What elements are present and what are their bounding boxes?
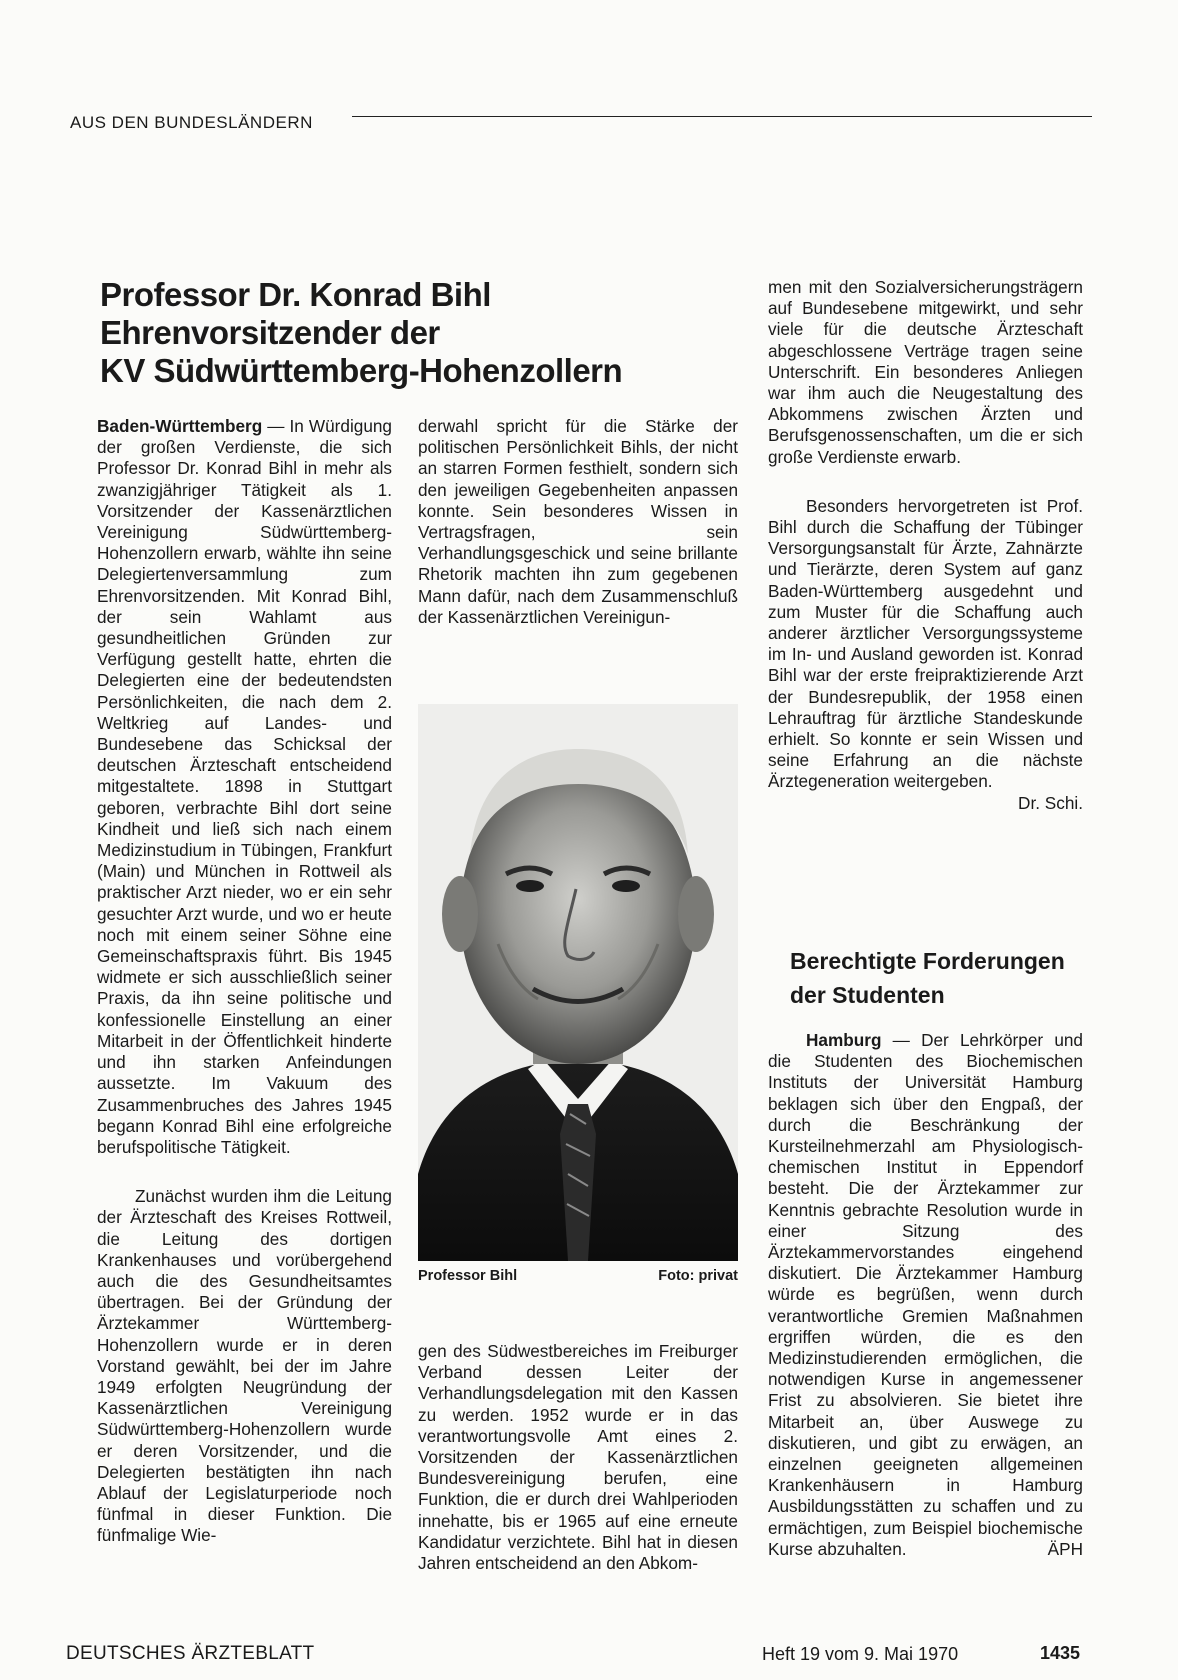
caption-subject: Professor Bihl xyxy=(418,1268,518,1284)
article-2-body xyxy=(768,1030,1083,1560)
article-column-3 xyxy=(768,277,1083,814)
dateline: Hamburg xyxy=(806,1030,882,1050)
headline-line-3: KV Südwürttemberg-Hohenzollern xyxy=(100,352,623,389)
article-paragraph-2: Zunächst wurden ihm die Leitung der Ärzteschaft des Kreises Rottweil, die Leitung des dortigen Krankenhauses und vorübergehend auch die des Gesundheitsamtes übertragen. Bei der Gründung der Ärztekammer Württemberg-Hohenzollern wurde er in deren Vorstand gewählt, bei der im Jahre 1949 erfolgten Neugründung der Kassenärztlichen Vereinigung Südwürttemberg-Hohenzollern wurde er deren Vorsitzender, und die Delegierten bestätigten ihn nach Ablauf der Legislaturperiode noch fünfmal in dieser Funktion. Die fünfmalige Wie- xyxy=(97,1186,392,1546)
paragraph-text: — In Würdigung der großen Verdienste, die sich Professor Dr. Konrad Bihl in mehr als zwanzigjähriger Tätigkeit als 1. Vorsitzender der Kassenärztlichen Vereinigung Südwürttemberg-Hohenzollern erwarb, wählte ihn seine Delegiertenversammlung zum Ehrenvorsitzenden. Mit Konrad Bihl, der sein Wahlamt aus gesundheitlichen Gründen zur Verfügung gestellt hatte, ehrten die Delegierten eine der bedeutendsten Persönlichkeiten, die nach dem 2. Weltkrieg auf Landes- und Bundesebene das Schicksal der deutschen Ärzteschaft entscheidend mitgestaltete. 1898 in Stuttgart geboren, verbrachte Bihl dort seine Kindheit und ließ sich nach einem Medizinstudium in Tübingen, Frankfurt (Main) und München in Rottweil als praktischer Arzt nieder, wo er ein sehr gesuchter Arzt wurde, und wo er heute noch mit einem seiner Söhne eine Gemeinschaftspraxis führt. Bis 1945 widmete er sich ausschließlich seiner Praxis, da ihn seine politische und konfessionelle Einstellung an einer Mitarbeit in der Öffentlichkeit hinderte und ihn starken Anfeindungen aussetzte. Im Vakuum des Zusammenbruches des Jahres 1945 begann Konrad Bihl eine erfolgreiche berufspolitische Tätigkeit. xyxy=(97,416,392,1157)
column-paragraph-1: men mit den Sozialversicherungsträgern auf Bundesebene mitgewirkt, und sehr viele für die deutsche Ärzteschaft abgeschlossene Verträge tragen seine Unterschrift. Ein besonderes Anliegen war ihm auch die Neugestaltung des Abkommens zwischen Ärzten und Berufsgenossenschaften, um die er sich große Verdienste erwarb. xyxy=(768,277,1083,467)
author-signature: Dr. Schi. xyxy=(1018,792,1083,813)
portrait-illustration xyxy=(418,704,738,1261)
headline-line-1: Professor Dr. Konrad Bihl xyxy=(100,276,491,313)
author-signature: ÄPH xyxy=(1047,1538,1083,1559)
page-number: 1435 xyxy=(1040,1643,1081,1663)
publication-name: DEUTSCHES ÄRZTEBLATT xyxy=(66,1643,315,1664)
top-rule xyxy=(352,116,1092,117)
article-paragraph-1 xyxy=(97,416,392,1158)
headline-line-2: Ehrenvorsitzender der xyxy=(100,314,440,351)
headline-line-1: Berechtigte Forderungen xyxy=(790,948,1065,974)
article-column-1 xyxy=(97,416,392,1547)
paragraph-text: — Der Lehrkörper und die Studenten des Biochemischen Instituts der Universität Hamburg beklagen sich über den Engpaß, der durch die Beschränkung der Kursteilnehmerzahl am Physiologisch-chemischen Institut in Eppendorf besteht. Die der Ärztekammer zur Kenntnis gebrachte Resolution wurde in einer Sitzung des Ärztekammervorstandes eingehend diskutiert. Die Ärztekammer Hamburg würde es begrüßen, wenn durch verantwortliche Gremien Maßnahmen ergriffen würden, die es den Medizinstudierenden ermöglichen, die notwendigen Kurse in angemessener Frist zu absolvieren. Sie bietet ihre Mitarbeit an, über Auswege zu diskutieren, und gibt zu erwägen, an einzelnen geeigneten allgemeinen Krankenhäusern in Hamburg Ausbildungsstätten zu schaffen und zu ermächtigen, zum Beispiel biochemische Kurse abzuhalten. xyxy=(768,1030,1083,1559)
article-column-2-bottom xyxy=(418,1341,738,1574)
article-column-2-top xyxy=(418,416,738,628)
column-paragraph-2 xyxy=(768,495,1083,813)
article-headline xyxy=(100,276,622,390)
photo-caption xyxy=(418,1268,738,1284)
headline-line-2: der Studenten xyxy=(790,982,945,1008)
article-2-headline xyxy=(790,944,1065,1012)
column-text: gen des Südwestbereiches im Freiburger Verband dessen Leiter der Verhandlungsdelegation mit den Kassen zu werden. 1952 wurde er in das verantwortungsvolle Amt eines 2. Vorsitzenden der Kassenärztlichen Bundesvereinigung berufen, eine Funktion, die er durch drei Wahlperioden innehatte, bis er 1965 auf eine erneute Kandidatur verzichtete. Bihl hat in diesen Jahren entscheidend an den Abkom- xyxy=(418,1341,738,1574)
column-text: derwahl spricht für die Stärke der politischen Persönlichkeit Bihls, der nicht an starren Formen festhielt, sondern sich den jeweiligen Gegebenheiten anpassen konnte. Sein besonderes Wissen in Vertragsfragen, sein Verhandlungsgeschick und seine brillante Rhetorik machten ihn zum gegebenen Mann dafür, nach dem Zusammenschluß der Kassenärztlichen Vereinigun- xyxy=(418,416,738,627)
section-label: AUS DEN BUNDESLÄNDERN xyxy=(70,113,313,132)
photo-credit: Foto: privat xyxy=(658,1268,738,1284)
issue-info: Heft 19 vom 9. Mai 1970 xyxy=(762,1644,959,1664)
article-2-paragraph xyxy=(768,1030,1083,1560)
paragraph-text: Besonders hervorgetreten ist Prof. Bihl durch die Schaffung der Tübinger Versorgungsanstalt für Ärzte, Zahnärzte und Tierärzte, deren System auf ganz Baden-Württemberg ausgedehnt und zum Muster für die Schaffung auch anderer ärztlicher Versorgungssysteme im In- und Ausland geworden ist. Konrad Bihl war der erste freipraktizierende Arzt der Bundesrepublik, der 1958 einen Lehrauftrag für ärztliche Standeskunde erhielt. So konnte er sein Wissen und seine Erfahrung an die nächste Ärztegeneration weitergeben. xyxy=(768,495,1083,792)
portrait-photo xyxy=(418,704,738,1261)
dateline: Baden-Württemberg xyxy=(97,416,263,436)
